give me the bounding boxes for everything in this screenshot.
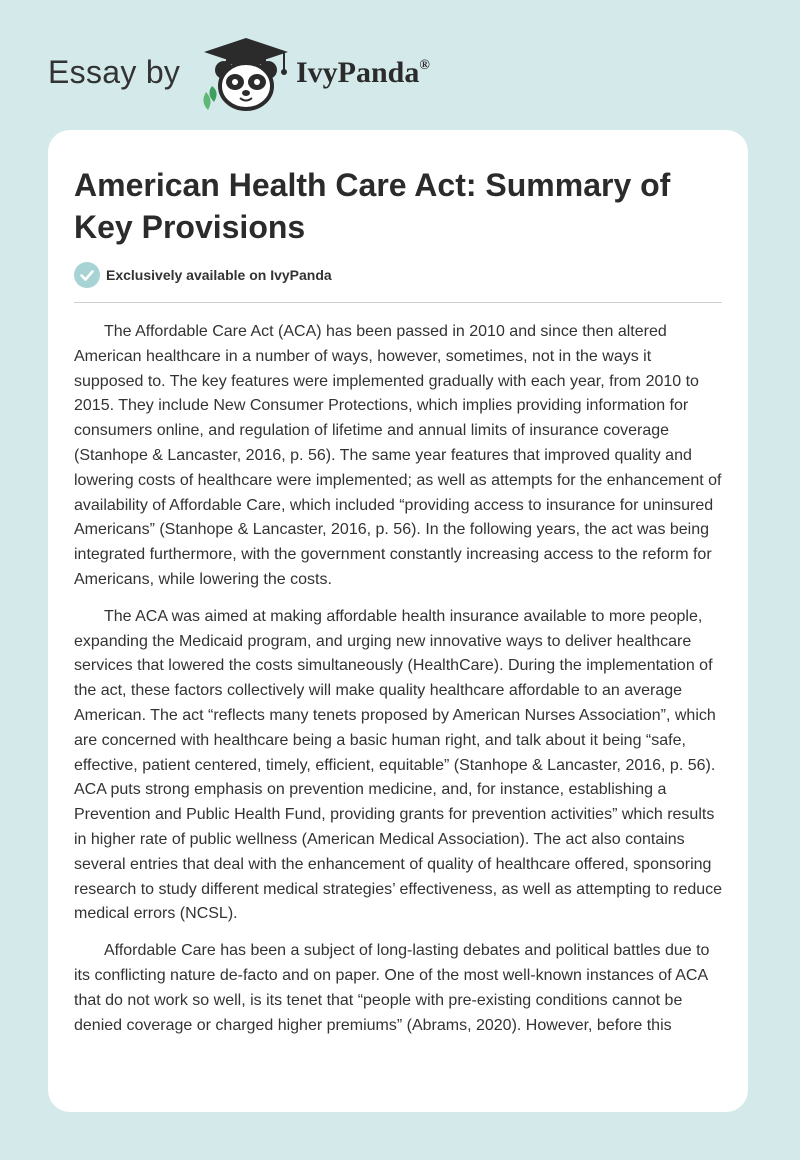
page-title: American Health Care Act: Summary of Key Provisions <box>74 167 671 245</box>
site-header <box>48 36 548 116</box>
brand-name[interactable]: IvyPanda® <box>296 56 430 89</box>
check-circle-icon <box>74 262 100 288</box>
paragraph: Affordable Care has been a subject of long-lasting debates and political battles due to its conflicting nature de-facto and on paper. One of the most well-known instances of ACA that do not work so well, is its tenet that “people with pre-existing conditions cannot be denied coverage or charged higher premiums” (Abrams, 2020). However, before this <box>74 942 710 1034</box>
panda-logo-icon[interactable] <box>200 36 292 112</box>
exclusive-badge-label: Exclusively available on IvyPanda <box>106 267 332 283</box>
essay-card <box>48 130 748 1112</box>
paragraph: The ACA was aimed at making affordable health insurance available to more people, expanding the Medicaid program, and urging new innovative ways to deliver healthcare services that lowered the costs simultaneously (HealthCare). During the implementation of the act, these factors collectively will make quality healthcare affordable to an average American. The act “reflects many tenets proposed by American Nurses Association”, which are concerned with healthcare being a basic human right, and talk about it being “safe, effective, patient centered, timely, efficient, equitable” (Stanhope & Lancaster, 2016, p. 56). ACA puts strong emphasis on prevention medicine, and, for instance, establishing a Prevention and Public Health Fund, providing grants for prevention activities” which results in higher rate of public wellness (American Medical Association). The act also contains several entries that deal with the enhancement of quality of healthcare offered, sponsoring research to study different medical strategies’ effectiveness, as well as attempting to reduce medical errors (NCSL). <box>74 607 723 923</box>
paragraph: The Affordable Care Act (ACA) has been passed in 2010 and since then altered American healthcare in a number of ways, however, sometimes, not in the ways it supposed to. The key features were implemented gradually with each year, from 2010 to 2015. They include New Consumer Protections, which implies providing information for consumers online, and regulation of lifetime and annual limits of insurance coverage (Stanhope & Lancaster, 2016, p. 56). The same year features that improved quality and lowering costs of healthcare were implemented; as well as attempts for the enhancement of availability of Affordable Care, which included “providing access to insurance for uninsured Americans” (Stanhope & Lancaster, 2016, p. 56). In the following years, the act was being integrated furthermore, with the government constantly increasing access to the reform for Americans, while lowering the costs. <box>74 323 722 588</box>
divider <box>74 302 722 303</box>
essay-body <box>74 320 724 1050</box>
registered-mark: ® <box>419 58 430 73</box>
essay-by-label: Essay by <box>48 54 181 90</box>
